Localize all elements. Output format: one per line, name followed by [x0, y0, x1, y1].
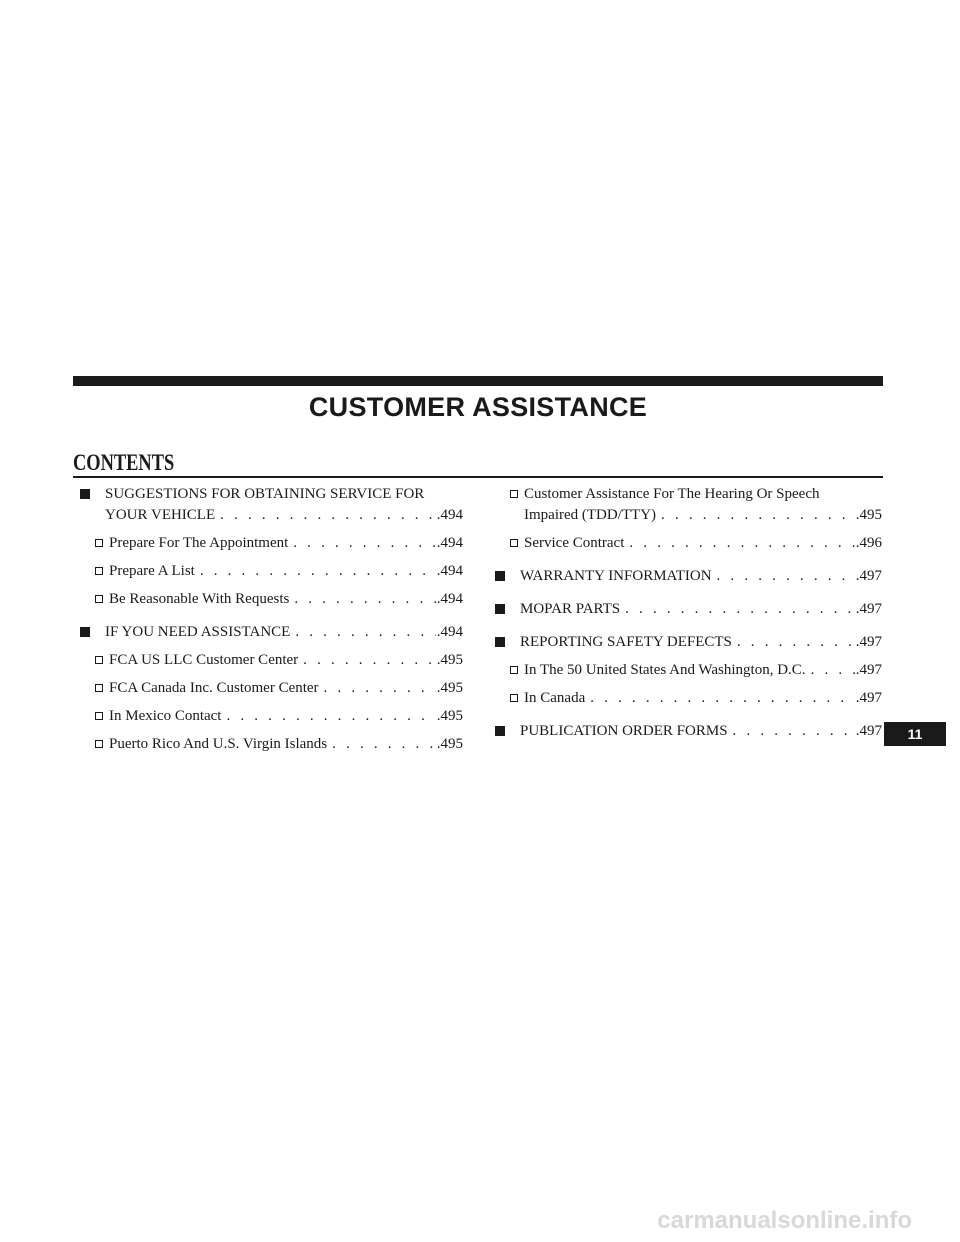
watermark	[0, 1198, 960, 1242]
square-bullet-icon	[79, 622, 99, 643]
toc-entry-title: Service Contract	[524, 535, 625, 551]
toc-entry[interactable]	[79, 561, 463, 582]
dot-leader	[624, 533, 854, 554]
toc-entry-title: In The 50 United States And Washington, D.C.	[524, 662, 806, 678]
toc-entry-title: MOPAR PARTS	[520, 601, 621, 617]
square-bullet-icon	[494, 632, 514, 653]
toc-entry[interactable]	[494, 660, 882, 681]
dot-leader	[215, 505, 436, 526]
hollow-square-bullet-icon	[95, 650, 115, 671]
hollow-square-bullet-icon	[95, 561, 115, 582]
toc-entry-title: Be Reasonable With Requests	[109, 591, 290, 607]
contents-rule	[73, 476, 883, 478]
dot-leader	[195, 561, 436, 582]
toc-entry[interactable]	[79, 622, 463, 643]
dot-leader	[327, 734, 436, 755]
dot-leader	[288, 533, 435, 554]
toc-page-number: .497	[855, 690, 882, 706]
square-bullet-icon	[494, 721, 514, 742]
chapter-title: CUSTOMER ASSISTANCE	[308, 392, 648, 422]
hollow-square-bullet-icon	[95, 734, 115, 755]
square-bullet-icon	[79, 484, 99, 505]
watermark-text: carmanualsonline.info	[657, 1207, 912, 1234]
dot-leader	[289, 589, 435, 610]
toc-entry[interactable]	[494, 599, 882, 620]
dot-leader	[585, 688, 855, 709]
hollow-square-bullet-icon	[95, 533, 115, 554]
toc-page-number: .495	[436, 652, 463, 668]
toc-entry-title: In Canada	[524, 690, 586, 706]
toc-entry[interactable]	[79, 589, 463, 610]
chapter-tab: 11	[884, 722, 946, 746]
toc-entry-title: Prepare For The Appointment	[109, 535, 289, 551]
hollow-square-bullet-icon	[510, 484, 530, 505]
toc-entry[interactable]	[79, 706, 463, 727]
contents-heading: CONTENTS	[73, 450, 175, 475]
toc-page-number: .494	[436, 591, 463, 607]
watermark-logo	[0, 1198, 960, 1242]
hollow-square-bullet-icon	[95, 678, 115, 699]
toc-entry[interactable]	[79, 484, 463, 526]
toc-entry-title: YOUR VEHICLE	[105, 507, 216, 523]
toc-entry-title: Prepare A List	[109, 563, 195, 579]
hollow-square-bullet-icon	[95, 706, 115, 727]
square-bullet-icon	[494, 566, 514, 587]
hollow-square-bullet-icon	[95, 589, 115, 610]
dot-leader	[319, 678, 436, 699]
toc-entry-title: REPORTING SAFETY DEFECTS	[520, 634, 732, 650]
toc-entry[interactable]	[79, 650, 463, 671]
toc-page-number: .497	[855, 601, 882, 617]
dot-leader	[620, 599, 855, 620]
toc-page-number: .494	[436, 535, 463, 551]
toc-page-number: .494	[436, 563, 463, 579]
toc-page-number: .497	[855, 634, 882, 650]
dot-leader	[712, 566, 855, 587]
chapter-top-rule	[73, 376, 883, 386]
toc-page-number: .497	[855, 723, 882, 739]
toc-entry[interactable]	[494, 721, 882, 742]
toc-page-number: .497	[855, 568, 882, 584]
square-bullet-icon	[494, 599, 514, 620]
toc-entry-title: WARRANTY INFORMATION	[520, 568, 712, 584]
hollow-square-bullet-icon	[510, 688, 530, 709]
toc-page-number: .495	[436, 736, 463, 752]
toc-entry[interactable]	[494, 484, 882, 526]
hollow-square-bullet-icon	[510, 533, 530, 554]
toc-page-number: .497	[855, 662, 882, 678]
toc-entry-title: FCA Canada Inc. Customer Center	[109, 680, 319, 696]
dot-leader	[290, 622, 435, 643]
toc-entry-title: In Mexico Contact	[109, 708, 222, 724]
toc-page-number: .494	[436, 624, 463, 640]
toc-entry[interactable]	[494, 688, 882, 709]
toc-entry-title: SUGGESTIONS FOR OBTAINING SERVICE FOR	[105, 486, 425, 502]
dot-leader	[806, 660, 855, 681]
toc-entry-title: PUBLICATION ORDER FORMS	[520, 723, 728, 739]
toc-entry[interactable]	[79, 678, 463, 699]
dot-leader	[728, 721, 855, 742]
hollow-square-bullet-icon	[510, 660, 530, 681]
toc-right-column	[494, 484, 882, 749]
toc-left-column	[79, 484, 463, 762]
toc-entry[interactable]	[494, 533, 882, 554]
dot-leader	[221, 706, 435, 727]
toc-entry[interactable]	[79, 533, 463, 554]
toc-page-number: .495	[436, 708, 463, 724]
toc-entry-title: Impaired (TDD/TTY)	[524, 507, 657, 523]
toc-entry-title: Puerto Rico And U.S. Virgin Islands	[109, 736, 328, 752]
toc-entry[interactable]	[79, 734, 463, 755]
dot-leader	[656, 505, 855, 526]
toc-page-number: .495	[436, 680, 463, 696]
dot-leader	[732, 632, 855, 653]
toc-entry-title: IF YOU NEED ASSISTANCE	[105, 624, 291, 640]
dot-leader	[298, 650, 436, 671]
toc-entry-title: Customer Assistance For The Hearing Or Speech	[524, 486, 820, 502]
toc-entry-title: FCA US LLC Customer Center	[109, 652, 299, 668]
toc-entry[interactable]	[494, 632, 882, 653]
toc-page-number: .494	[436, 507, 463, 523]
toc-page-number: .495	[855, 507, 882, 523]
toc-page-number: .496	[855, 535, 882, 551]
toc-entry[interactable]	[494, 566, 882, 587]
